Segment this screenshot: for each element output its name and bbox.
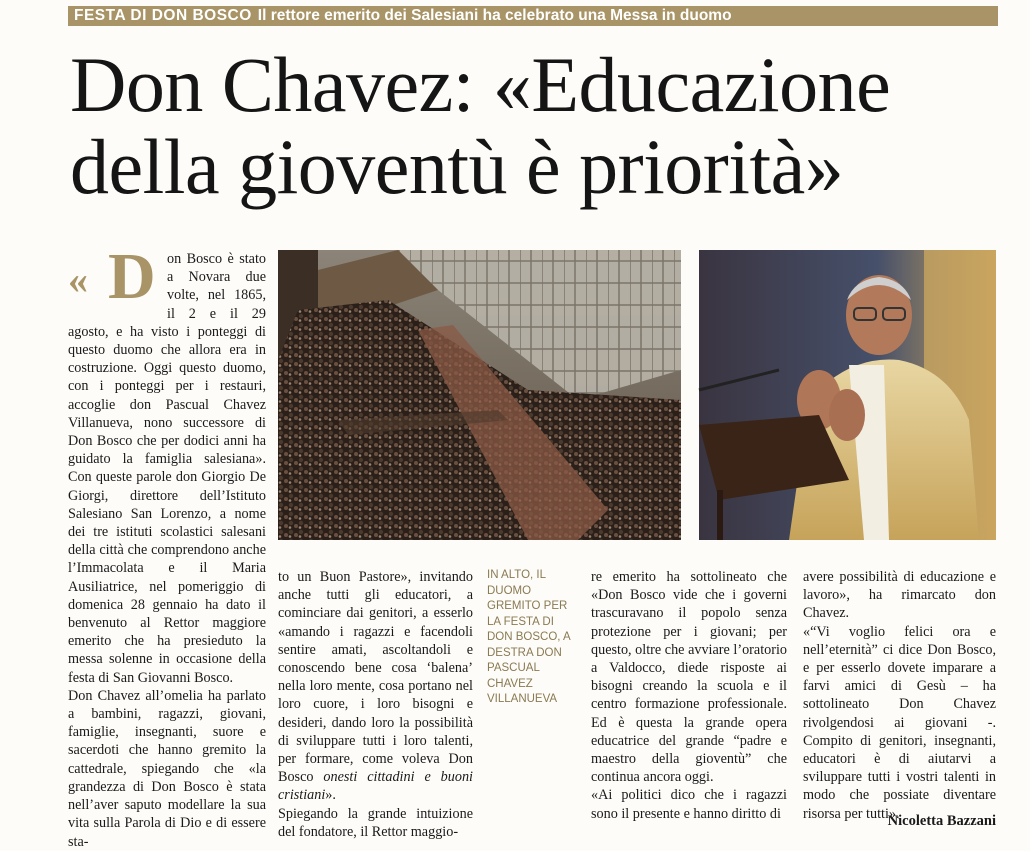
article-column-2: [278, 568, 473, 840]
italic-phrase: onesti cittadini e buoni cristiani: [278, 769, 473, 804]
article-column-3: [591, 568, 787, 830]
don-chavez-portrait-photo: [699, 250, 996, 540]
article-column-1: [68, 240, 266, 850]
paragraph: [278, 568, 473, 805]
headline: [70, 41, 1020, 210]
kicker-lead: FESTA DI DON BOSCO: [74, 7, 252, 24]
paragraph: Don Chavez all’omelia ha parlato a bambini, ragazzi, giovani, famiglie, insegnanti, suore e sacerdoti che hanno gremito la cattedrale, spiegando che «la grandezza di Don Bosco è stata nell’aver saputo modellare la sua vita sulla Parola di Dio e di essere sta-: [68, 687, 266, 850]
paragraph-text: to un Buon Pastore», invitando anche tutti gli educatori, a cominciare dai genitori, a esserlo «amando i ragazzi e facendoli sentire amati, ascoltandoli e conoscendo bene cosa ‘balena’ nella loro mente, cosa portano nel loro cuore, i loro bisogni e desideri, dando loro la possibilità di sviluppare tutti i loro talenti, per formare, come voleva Don Bosco: [278, 569, 473, 786]
paragraph: re emerito ha sottolineato che «Don Bosco vide che i governi trascuravano il popolo senza protezione per i giovani; per questo, oltre che avviare l’oratorio a Valdocco, diede risposte ai bisogni creando la scuola e il centro formazione professionale. Ed è questa la grande opera educatrice del grande “padre e maestro della gioventù” che continua ancora oggi.: [591, 569, 787, 786]
drop-cap-guillemet: «: [68, 257, 88, 302]
author-signature: Nicoletta Bazzani: [887, 813, 996, 829]
paragraph: on Bosco è stato a Novara due volte, nel 1865, il 2 e il 29 agosto, e ha visto i ponteggi di questo duomo che allora era in costruzione. Oggi questo duomo, con i ponteggi per i restauri, accoglie don Pascual Chavez Villanueva, nono successore di Don Bosco che per dodici anni ha guidato la famiglia salesiana». Con queste parole don Giorgio De Giorgi, direttore dell’Istituto Salesiano San Lorenzo, a nome dei tre istituti scolastici salesani della città che comprendono anche l’Immacolata e il Maria Ausiliatrice, nel pomeriggio di domenica 28 gennaio ha dato il benvenuto al Rettor maggiore emerito che ha presieduto la messa solenne in occasione della festa di San Giovanni Bosco.: [68, 251, 266, 686]
kicker-text: Il rettore emerito dei Salesiani ha celebrato una Messa in duomo: [257, 7, 732, 24]
paragraph-end: ».: [325, 787, 336, 804]
drop-cap-letter: D: [108, 240, 156, 313]
photo-caption: IN ALTO, IL DUOMO GREMITO PER LA FESTA DI DON BOSCO, A DESTRA DON PASCUAL CHAVEZ VILLANUEVA: [487, 569, 571, 705]
drop-cap: [68, 240, 164, 313]
paragraph: Spiegando la grande intuizione del fondatore, il Rettor maggio-: [278, 805, 473, 840]
headline-line-1: Don Chavez: «Educazione: [70, 41, 891, 128]
kicker-bar: [68, 6, 998, 26]
headline-line-2: della gioventù è priorità»: [70, 123, 844, 210]
cathedral-crowd-photo: [278, 250, 681, 540]
paragraph: «Ai politici dico che i ragazzi sono il presente e hanno diritto di: [591, 787, 787, 822]
paragraph: «“Vi voglio felici ora e nell’eternità” ci dice Don Bosco, e per esserlo dovete imparare a farvi amici di Gesù – ha sottolineato Don Chavez rivolgendosi ai giovani -. Compito di genitori, insegnanti, educatori è di aiutarvi a sviluppare tutti i vostri talenti in modo che possiate diventare risorsa per tutti».: [803, 623, 996, 822]
paragraph: avere possibilità di educazione e lavoro», ha rimarcato don Chavez.: [803, 569, 996, 622]
